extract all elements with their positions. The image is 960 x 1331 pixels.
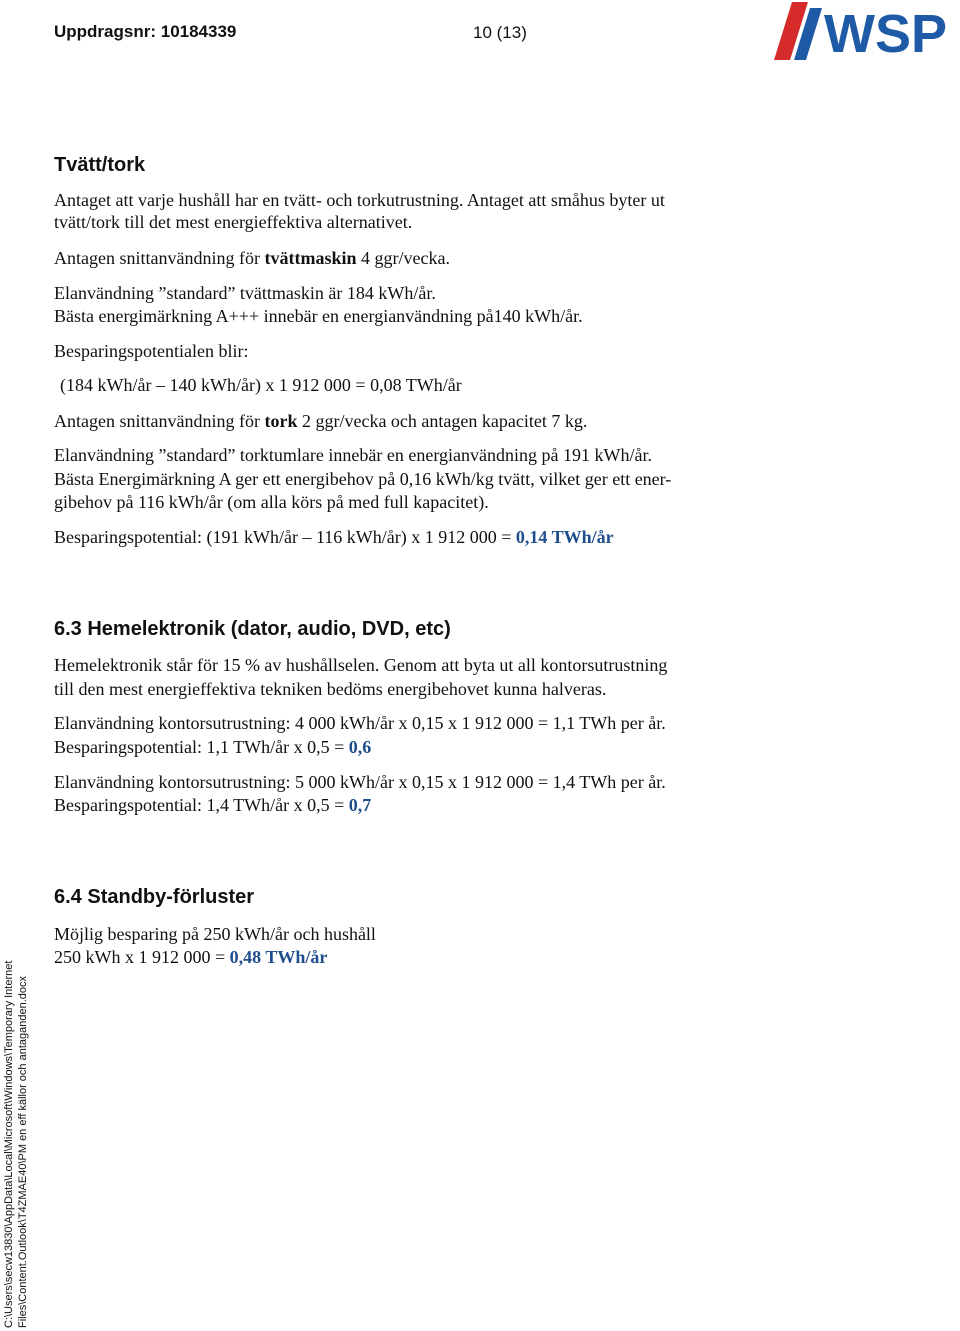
text-segment: Besparingspotential: (191 kWh/år – 116 kWh/år) x 1 912 000 = [54,527,516,547]
wash-usage-line [54,247,450,269]
text-segment: 250 kWh x 1 912 000 = [54,947,230,967]
paragraph-line: Besparingspotentialen blir: [54,341,249,361]
assignment-label: Uppdragsnr: [54,22,156,41]
paragraph-line: Bästa Energimärkning A ger ett energibehov på 0,16 kWh/kg tvätt, vilket ger ett ener- [54,469,672,489]
potential-line-a [54,736,371,758]
section-title-hemelektronik: 6.3 Hemelektronik (dator, audio, DVD, etc) [54,618,451,640]
text-segment: Antagen snittanvändning för [54,248,265,268]
assignment-number [54,22,236,42]
highlight-value: 0,48 TWh/år [229,947,328,967]
dry-usage-line [54,410,587,432]
wsp-logo-icon [772,0,960,62]
paragraph-line: Elanvändning ”standard” tvättmaskin är 184 kWh/år. [54,283,436,303]
paragraph-line: Hemelektronik står för 15 % av hushållselen. Genom att byta ut all kontorsutrustning [54,655,668,675]
logo-text: WSP [824,4,948,62]
paragraph-line: Bästa energimärkning A+++ innebär en energianvändning på140 kWh/år. [54,306,583,326]
dry-potential-line [54,526,614,548]
text-segment: Besparingspotential: 1,1 TWh/år x 0,5 = [54,737,349,757]
text-segment: 4 ggr/vecka. [356,248,450,268]
paragraph-line: Elanvändning kontorsutrustning: 4 000 kWh/år x 0,15 x 1 912 000 = 1,1 TWh per år. [54,713,666,733]
section-title-tvatt: Tvätt/tork [54,154,146,176]
paragraph-line: Möjlig besparing på 250 kWh/år och hushåll [54,924,376,944]
highlight-value: 0,14 TWh/år [515,527,614,547]
text-segment: Antagen snittanvändning för [54,411,265,431]
paragraph-line: Elanvändning kontorsutrustning: 5 000 kWh/år x 0,15 x 1 912 000 = 1,4 TWh per år. [54,772,666,792]
file-path-line: C:\Users\secw13830\AppData\Local\Microsoft\Windows\Temporary Internet [3,960,15,1328]
section-title-standby: 6.4 Standby-förluster [54,886,255,908]
standby-potential-line [54,946,327,968]
text-segment: Besparingspotential: 1,4 TWh/år x 0,5 = [54,795,349,815]
paragraph-line: Elanvändning ”standard” torktumlare innebär en energianvändning på 191 kWh/år. [54,445,652,465]
paragraph-line: till den mest energieffektiva tekniken bedöms energibehovet kunna halveras. [54,679,607,699]
potential-line-b [54,794,371,816]
highlight-value: 0,7 [348,795,372,815]
file-path-line: Files\Content.Outlook\T4ZMAE40\PM en eff källor och antaganden.docx [17,976,29,1328]
bold-term: tork [264,411,298,431]
highlight-value: 0,6 [348,737,372,757]
paragraph-line: Antaget att varje hushåll har en tvätt- och torkutrustning. Antaget att småhus byter ut [54,190,665,210]
wsp-logo [772,0,960,62]
paragraph-line: tvätt/tork till det mest energieffektiva alternativet. [54,212,413,232]
paragraph-line: gibehov på 116 kWh/år (om alla körs på med full kapacitet). [54,492,489,512]
formula-line: (184 kWh/år – 140 kWh/år) x 1 912 000 = 0,08 TWh/år [60,375,462,395]
text-segment: 2 ggr/vecka och antagen kapacitet 7 kg. [297,411,588,431]
page-number: 10 (13) [473,23,527,42]
file-path-footer [2,961,30,1328]
bold-term: tvättmaskin [264,248,357,268]
assignment-value: 10184339 [160,22,237,41]
